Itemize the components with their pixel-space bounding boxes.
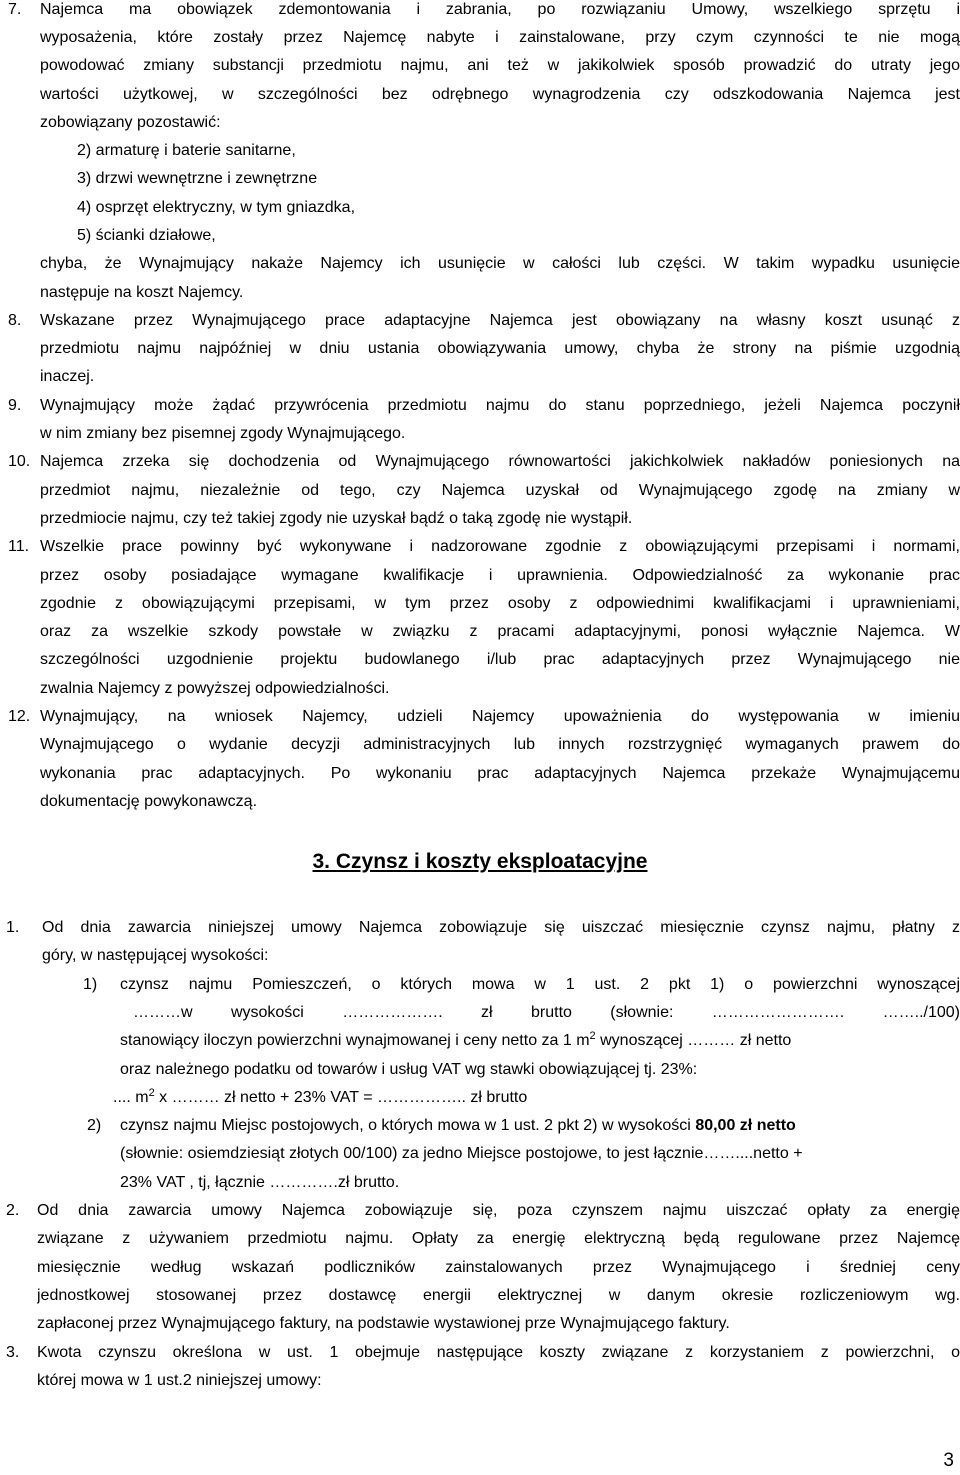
text-line: przedmiotu najmu najpóźniej w dniu ustania obowiązywania umowy, chyba że strony na piśmie uzgodnią xyxy=(40,340,960,357)
list-item-number: 2) xyxy=(87,1117,102,1134)
text-line: 23% VAT , tj, łącznie ………….zł brutto. xyxy=(120,1174,400,1191)
paragraph-number: 3. xyxy=(6,1344,20,1361)
text-line: następuje na koszt Najemcy. xyxy=(40,284,244,301)
text-line: Wynajmujący może żądać przywrócenia przedmiotu najmu do stanu poprzedniego, jeżeli Najemca poczynił xyxy=(40,397,960,414)
paragraph-number: 8. xyxy=(8,312,22,329)
paragraph-number: 1. xyxy=(6,919,20,936)
text-line: zgodnie z obowiązującymi przepisami, w tym przez osoby z odpowiednimi kwalifikacjami i uprawnieniami, xyxy=(40,595,960,612)
text-line: Wynajmujący, na wniosek Najemcy, udzieli Najemcy upoważnienia do występowania w imieniu xyxy=(40,708,960,725)
text-line: chyba, że Wynajmujący nakaże Najemcy ich usunięcie w całości lub części. W takim wypadku usunięcie xyxy=(40,255,960,272)
list-item: 3) drzwi wewnętrzne i zewnętrzne xyxy=(77,170,318,187)
list-item: 4) osprzęt elektryczny, w tym gniazdka, xyxy=(77,199,356,216)
list-item-number: 1) xyxy=(83,976,98,993)
text-line: góry, w następującej wysokości: xyxy=(42,947,269,964)
text-line: czynsz najmu Miejsc postojowych, o których mowa w 1 ust. 2 pkt 2) w wysokości 80,00 zł netto xyxy=(120,1117,796,1134)
text-line: oraz należnego podatku od towarów i usług VAT wg stawki obowiązującej tj. 23%: xyxy=(120,1061,698,1078)
text-line: szczególności uzgodnienie projektu budowlanego i/lub prac adaptacyjnych przez Wynajmującego nie xyxy=(40,651,960,668)
text-line: Od dnia zawarcia niniejszej umowy Najemca zobowiązuje się uiszczać miesięcznie czynsz najmu, płatny z xyxy=(42,919,960,936)
paragraph-number: 7. xyxy=(8,1,22,18)
list-item: 5) ścianki działowe, xyxy=(77,227,216,244)
text-line: wartości użytkowej, w szczególności bez odrębnego wynagrodzenia czy odszkodowania Najemca jest xyxy=(40,86,960,103)
text-line: dokumentację powykonawczą. xyxy=(40,793,258,810)
text-line: przez osoby posiadające wymagane kwalifikacje i uprawnienia. Odpowiedzialność za wykonanie prac xyxy=(40,567,960,584)
text-line: Najemca zrzeka się dochodzenia od Wynajmującego równowartości jakichkolwiek nakładów poniesionych na xyxy=(40,453,960,470)
text-line: czynsz najmu Pomieszczeń, o których mowa w 1 ust. 2 pkt 1) o powierzchni wynoszącej xyxy=(120,976,960,993)
paragraph-number: 9. xyxy=(8,397,22,414)
text-line: zwalnia Najemcy z powyższej odpowiedzialności. xyxy=(40,680,390,697)
text-line: stanowiący iloczyn powierzchni wynajmowanej i ceny netto za 1 $m^2$ wynoszącej ……… zł netto xyxy=(120,1030,792,1049)
text-line: przedmiocie najmu, czy też takiej zgody nie uzyskał bądź o taką zgodę nie wystąpił. xyxy=(40,510,633,527)
paragraph-number: 10. xyxy=(8,453,31,470)
text-line: związane z używaniem przedmiotu najmu. Opłaty za energię elektryczną będą regulowane przez Najemcę xyxy=(37,1230,960,1247)
text-line: Wynajmującego o wydanie decyzji administracyjnych lub innych rozstrzygnięć wymaganych prawem do xyxy=(40,736,960,753)
paragraph-number: 12. xyxy=(8,708,31,725)
text-line: inaczej. xyxy=(40,368,95,385)
text-line: której mowa w 1 ust.2 niniejszej umowy: xyxy=(37,1372,322,1389)
text-line: przedmiot najmu, niezależnie od tego, czy Najemca uzyskał od Wynajmującego zgodę na zmiany w xyxy=(40,482,960,499)
list-item: 2) armaturę i baterie sanitarne, xyxy=(77,142,296,159)
text-line: ………w wysokości ………………. zł brutto (słownie: ……………………. ……../100) xyxy=(133,1004,960,1021)
text-line: wykonania prac adaptacyjnych. Po wykonaniu prac adaptacyjnych Najemca przekaże Wynajmującemu xyxy=(40,765,960,782)
text-line: (słownie: osiemdziesiąt złotych 00/100) za jedno Miejsce postojowe, to jest łącznie……....netto + xyxy=(120,1145,803,1162)
section-heading: 3. Czynsz i koszty eksploatacyjne xyxy=(312,850,648,873)
text-line: wyposażenia, które zostały przez Najemcę nabyte i zainstalowane, przy czym czynności te nie mogą xyxy=(40,29,960,46)
text-line: zobowiązany pozostawić: xyxy=(40,114,221,131)
text-line: jednostkowej stosowanej przez dostawcę energii elektrycznej w danym okresie rozliczeniowym wg. xyxy=(37,1287,960,1304)
text-line: Od dnia zawarcia umowy Najemca zobowiązuje się, poza czynszem najmu uiszczać opłaty za energię xyxy=(37,1202,960,1219)
text-line: Kwota czynszu określona w ust. 1 obejmuje następujące koszty związane z korzystaniem z powierzchni, o xyxy=(37,1344,960,1361)
text-line: Najemca ma obowiązek zdemontowania i zabrania, po rozwiązaniu Umowy, wszelkiego sprzętu i xyxy=(40,1,960,18)
text-line: w nim zmiany bez pisemnej zgody Wynajmującego. xyxy=(40,425,406,442)
text-line: .... $m^2$ x ……… zł netto + 23% VAT = …………….. zł brutto xyxy=(113,1087,528,1106)
text-line: powodować zmiany substancji przedmiotu najmu, ani też w jakikolwiek sposób prowadzić do utraty jego xyxy=(40,57,960,74)
paragraph-number: 11. xyxy=(8,538,30,555)
text-line: Wszelkie prace powinny być wykonywane i nadzorowane zgodnie z obowiązującymi przepisami i normami, xyxy=(40,538,960,555)
text-line: Wskazane przez Wynajmującego prace adaptacyjne Najemca jest obowiązany na własny koszt usunąć z xyxy=(40,312,960,329)
text-line: oraz za wszelkie szkody powstałe w związku z pracami adaptacyjnymi, ponosi wyłącznie Najemca. W xyxy=(40,623,960,640)
paragraph-number: 2. xyxy=(6,1202,20,1219)
page-number: 3 xyxy=(943,1450,954,1471)
text-line: zapłaconej przez Wynajmującego faktury, na podstawie wystawionej prze Wynajmującego faktury. xyxy=(37,1315,730,1332)
text-line: miesięcznie według wskazań podliczników zainstalowanych przez Wynajmującego i średniej ceny xyxy=(37,1259,960,1276)
